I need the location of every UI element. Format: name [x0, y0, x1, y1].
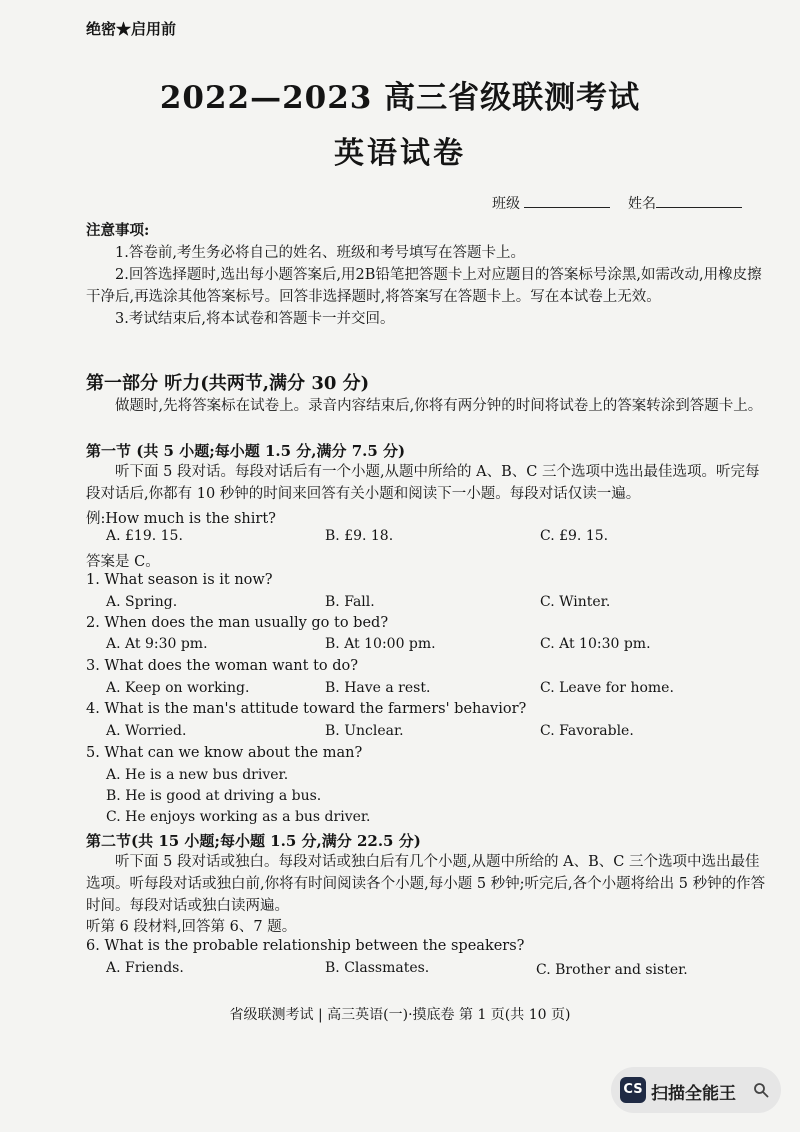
scanner-watermark[interactable]: [611, 1067, 781, 1113]
example-option-c: C. £9. 15.: [540, 528, 609, 544]
section1-title: 第一节 (共 5 小题;每小题 1.5 分,满分 7.5 分): [86, 442, 406, 460]
q6-option-c: C. Brother and sister.: [536, 962, 688, 978]
q1-option-c: C. Winter.: [540, 594, 611, 610]
notice-block: [86, 220, 766, 330]
example-option-b: B. £9. 18.: [325, 528, 394, 544]
section2-title: 第二节(共 15 小题;每小题 1.5 分,满分 22.5 分): [86, 832, 421, 850]
example-answer: 答案是 C。: [86, 554, 160, 570]
class-label: 班级: [492, 196, 520, 212]
notice-item: 2.回答选择题时,选出每小题答案后,用2B铅笔把答题卡上对应题目的答案标号涂黑,如需改动,用橡皮擦干净后,再选涂其他答案标号。回答非选择题时,将答案写在答题卡上。写在本试卷上无效。: [86, 267, 762, 305]
example-question: 例:How much is the shirt?: [86, 511, 276, 527]
exam-title: 2022—2023 高三省级联测考试: [159, 80, 641, 116]
confidential-label: 绝密★启用前: [86, 20, 177, 38]
q1-option-a: A. Spring.: [106, 594, 178, 610]
q3-option-a: A. Keep on working.: [106, 680, 250, 696]
notice-heading: 注意事项:: [86, 222, 150, 239]
section1-instruction: 听下面 5 段对话。每段对话后有一个小题,从题中所给的 A、B、C 三个选项中选出最佳选项。听完每段对话后,你都有 10 秒钟的时间来回答有关小题和阅读下一小题。每段对话仅读一遍。: [86, 464, 760, 502]
question-6: 6. What is the probable relationship between the speakers?: [86, 938, 525, 954]
section2-instruction: 听下面 5 段对话或独白。每段对话或独白后有几个小题,从题中所给的 A、B、C 三个选项中选出最佳选项。听每段对话或独白前,你将有时间阅读各个小题,每小题 5 秒钟;听完后,各个小题将给出 5 秒钟的作答时间。每段对话或独白读两遍。: [86, 854, 766, 914]
q2-option-a: A. At 9:30 pm.: [106, 636, 208, 652]
question-2: 2. When does the man usually go to bed?: [86, 615, 389, 631]
notice-item: 1.答卷前,考生务必将自己的姓名、班级和考号填写在答题卡上。: [115, 245, 525, 261]
q5-option-c: C. He enjoys working as a bus driver.: [106, 809, 371, 825]
notice-item: 3.考试结束后,将本试卷和答题卡一并交回。: [115, 311, 395, 327]
q3-option-b: B. Have a rest.: [325, 680, 431, 696]
part1-title: 第一部分 听力(共两节,满分 30 分): [86, 373, 370, 394]
question-3: 3. What does the woman want to do?: [86, 658, 359, 674]
class-blank: [524, 195, 610, 208]
q4-option-c: C. Favorable.: [540, 723, 634, 739]
q5-option-b: B. He is good at driving a bus.: [106, 788, 322, 804]
page-footer: 省级联测考试 | 高三英语(一)·摸底卷 第 1 页(共 10 页): [229, 1007, 571, 1023]
q3-option-c: C. Leave for home.: [540, 680, 674, 696]
name-field: [628, 193, 742, 213]
question-5: 5. What can we know about the man?: [86, 745, 363, 761]
exam-subtitle: 英语试卷: [334, 136, 466, 171]
material-6: 听第 6 段材料,回答第 6、7 题。: [86, 919, 297, 935]
part1-instruction: 做题时,先将答案标在试卷上。录音内容结束后,你将有两分钟的时间将试卷上的答案转涂到答题卡上。: [115, 398, 763, 414]
camscanner-logo: CS: [620, 1077, 646, 1103]
q5-option-a: A. He is a new bus driver.: [106, 767, 289, 783]
example-option-a: A. £19. 15.: [106, 528, 183, 544]
class-field: [492, 193, 610, 213]
scanner-label: 扫描全能王: [651, 1084, 736, 1104]
q2-option-b: B. At 10:00 pm.: [325, 636, 436, 652]
question-1: 1. What season is it now?: [86, 572, 273, 588]
search-icon[interactable]: [753, 1082, 769, 1098]
name-blank: [656, 195, 742, 208]
q4-option-a: A. Worried.: [106, 723, 187, 739]
question-4: 4. What is the man's attitude toward the farmers' behavior?: [86, 701, 527, 717]
q6-option-a: A. Friends.: [106, 960, 184, 976]
q1-option-b: B. Fall.: [325, 594, 375, 610]
q2-option-c: C. At 10:30 pm.: [540, 636, 651, 652]
name-label: 姓名: [628, 196, 656, 212]
q4-option-b: B. Unclear.: [325, 723, 404, 739]
q6-option-b: B. Classmates.: [325, 960, 430, 976]
